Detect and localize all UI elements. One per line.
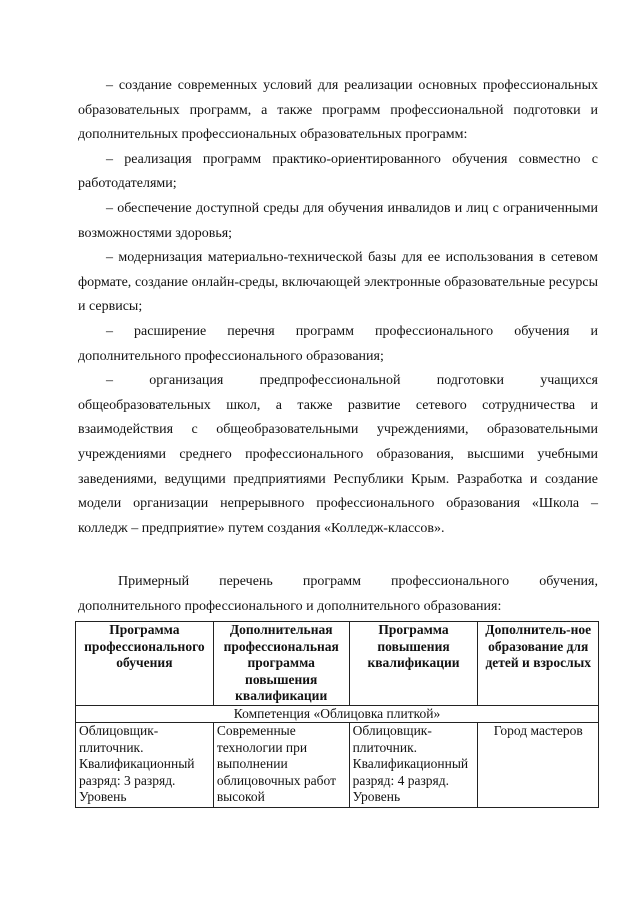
paragraph-text: – обеспечение доступной среды для обучения инвалидов и лиц с ограниченными возможностями здоровья;	[78, 200, 598, 241]
table-cell: Современные технологии при выполнении облицовочных работ высокой	[213, 723, 349, 808]
paragraph-text: – модернизация материально-технической базы для ее использования в сетевом формате, создание онлайн-среды, включающей электронные образовательные ресурсы и сервисы;	[78, 250, 598, 315]
competence-row	[76, 705, 599, 723]
table-cell: Облицовщик-плиточник. Квалификационный разряд: 3 разряд. Уровень	[76, 723, 214, 808]
body-text	[78, 74, 598, 541]
table-header-cell: Программа профессионального обучения	[76, 622, 214, 706]
paragraph	[78, 197, 598, 246]
table-header-row	[76, 622, 599, 706]
table-cell: Город мастеров	[478, 723, 599, 808]
programs-table	[75, 621, 599, 808]
paragraph-text: – создание современных условий для реализации основных профессиональных образовательных программ, а также программ профессиональной подготовки и дополнительных профессиональных образовательных программ:	[78, 78, 598, 143]
paragraph	[78, 148, 598, 197]
paragraph	[78, 74, 598, 148]
paragraph-text: – организация предпрофессиональной подготовки учащихся общеобразовательных школ, а также развитие сетевого сотрудничества и взаимодействия с общеобразовательными учреждениями, образовательными учреждениями среднего профессионального образования, высшими учебными заведениями, ведущими предприятиями Республики Крым. Разработка и создание модели организации непрерывного профессионального образования «Школа – колледж – предприятие» путем создания «Колледж-классов».	[78, 373, 598, 536]
table-header-cell: Дополнительная профессиональная программа повышения квалификации	[213, 622, 349, 706]
paragraph-text: – реализация программ практико-ориентированного обучения совместно с работодателями;	[78, 151, 598, 192]
table-row	[76, 723, 599, 808]
table-intro	[78, 570, 598, 619]
table-header-cell: Дополнитель-ное образование для детей и взрослых	[478, 622, 599, 706]
paragraph	[78, 369, 598, 541]
paragraph	[78, 246, 598, 320]
table-intro-text: Примерный перечень программ профессионального обучения, дополнительного профессионального и дополнительного образования:	[78, 574, 598, 614]
paragraph	[78, 320, 598, 369]
competence-cell: Компетенция «Облицовка плиткой»	[76, 705, 599, 723]
paragraph-text: – расширение перечня программ профессионального обучения и дополнительного профессионального образования;	[78, 323, 598, 364]
table-header-cell: Программа повышения квалификации	[349, 622, 478, 706]
table-cell: Облицовщик-плиточник. Квалификационный разряд: 4 разряд. Уровень	[349, 723, 478, 808]
